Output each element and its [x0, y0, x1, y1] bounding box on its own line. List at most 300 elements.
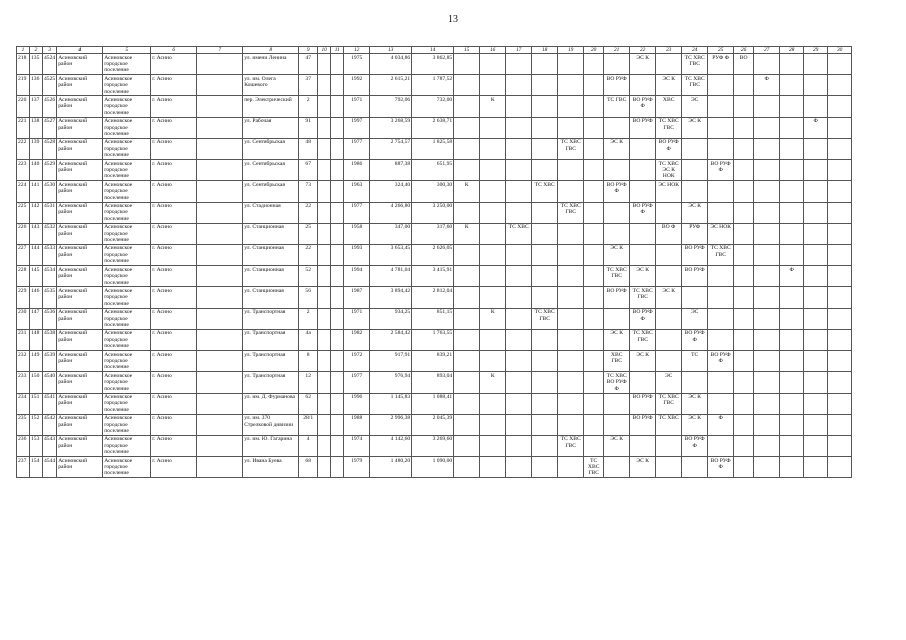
- table-cell: [506, 393, 532, 414]
- table-cell: 152: [30, 414, 43, 435]
- table-cell: Асиновский район: [57, 96, 103, 117]
- table-cell: г. Асино: [151, 457, 197, 478]
- table-cell: ЭС К: [604, 329, 630, 350]
- table-cell: Асиновское городское поселение: [103, 223, 151, 244]
- table-cell: [804, 223, 828, 244]
- table-cell: ул. Транспортная: [243, 351, 299, 372]
- table-cell: [506, 160, 532, 181]
- table-cell: [318, 138, 331, 159]
- table-cell: 732,00: [412, 96, 454, 117]
- table-cell: [584, 54, 604, 75]
- table-cell: [197, 372, 243, 393]
- table-cell: [656, 244, 682, 265]
- table-cell: 1994: [344, 266, 370, 287]
- table-cell: [558, 287, 584, 308]
- table-cell: [828, 54, 852, 75]
- table-cell: 4532: [43, 223, 57, 244]
- table-cell: [454, 393, 480, 414]
- table-cell: [734, 351, 754, 372]
- column-header: 2: [30, 47, 43, 54]
- table-cell: [754, 223, 780, 244]
- table-cell: [604, 160, 630, 181]
- table-cell: 4542: [43, 414, 57, 435]
- table-cell: 1982: [344, 329, 370, 350]
- column-header: 15: [454, 47, 480, 54]
- table-cell: [480, 351, 506, 372]
- table-cell: [734, 75, 754, 96]
- table-cell: [318, 329, 331, 350]
- table-cell: [454, 117, 480, 138]
- column-header: 21: [604, 47, 630, 54]
- table-cell: 3 415,91: [412, 266, 454, 287]
- table-cell: [584, 414, 604, 435]
- table-cell: [828, 393, 852, 414]
- table-cell: 2 754,57: [370, 138, 412, 159]
- table-cell: Асиновское городское поселение: [103, 308, 151, 329]
- table-cell: 25: [299, 223, 318, 244]
- table-cell: [828, 138, 852, 159]
- table-cell: [318, 266, 331, 287]
- table-cell: Ф: [754, 75, 780, 96]
- column-header: 13: [370, 47, 412, 54]
- table-cell: 145: [30, 266, 43, 287]
- table-cell: [780, 287, 804, 308]
- table-cell: 56: [299, 287, 318, 308]
- table-cell: г. Асино: [151, 393, 197, 414]
- table-cell: [604, 223, 630, 244]
- table-cell: 62: [299, 393, 318, 414]
- table-cell: [480, 223, 506, 244]
- column-header: 30: [828, 47, 852, 54]
- table-cell: [804, 75, 828, 96]
- table-cell: [780, 75, 804, 96]
- table-cell: [682, 138, 708, 159]
- table-cell: [532, 202, 558, 223]
- table-cell: Асиновский район: [57, 244, 103, 265]
- table-cell: ул. Транспортная: [243, 308, 299, 329]
- table-cell: [197, 457, 243, 478]
- table-cell: 1 480,20: [370, 457, 412, 478]
- table-cell: [331, 117, 344, 138]
- table-cell: Асиновский район: [57, 202, 103, 223]
- table-cell: [197, 223, 243, 244]
- table-cell: ВО РУФ: [604, 75, 630, 96]
- table-cell: [318, 287, 331, 308]
- table-cell: [630, 181, 656, 202]
- table-cell: [656, 202, 682, 223]
- table-cell: Асиновский район: [57, 351, 103, 372]
- table-cell: [828, 117, 852, 138]
- table-cell: [506, 96, 532, 117]
- table-cell: [584, 329, 604, 350]
- table-cell: [318, 372, 331, 393]
- table-cell: 151: [30, 393, 43, 414]
- table-cell: 1974: [344, 435, 370, 456]
- table-cell: [708, 117, 734, 138]
- table-cell: пер. Электрический: [243, 96, 299, 117]
- table-cell: 139: [30, 138, 43, 159]
- table-cell: [197, 138, 243, 159]
- table-row: [17, 96, 852, 117]
- table-cell: 347,00: [370, 223, 412, 244]
- table-cell: [780, 414, 804, 435]
- table-cell: РУФ: [682, 223, 708, 244]
- column-header: 26: [734, 47, 754, 54]
- table-cell: 1972: [344, 351, 370, 372]
- table-cell: ЭС К: [604, 435, 630, 456]
- table-cell: г. Асино: [151, 351, 197, 372]
- table-cell: [318, 414, 331, 435]
- table-cell: [604, 54, 630, 75]
- table-cell: г. Асино: [151, 223, 197, 244]
- table-cell: [480, 117, 506, 138]
- table-cell: 230: [17, 308, 30, 329]
- table-cell: г. Асино: [151, 287, 197, 308]
- table-cell: [558, 54, 584, 75]
- table-cell: [734, 287, 754, 308]
- table-cell: [197, 435, 243, 456]
- table-cell: 4544: [43, 457, 57, 478]
- table-cell: [734, 223, 754, 244]
- table-cell: ЭС К: [630, 266, 656, 287]
- table-cell: 138: [30, 117, 43, 138]
- table-cell: [804, 435, 828, 456]
- table-cell: 48: [299, 138, 318, 159]
- table-cell: 4528: [43, 138, 57, 159]
- table-cell: [780, 435, 804, 456]
- table-cell: РУФ Ф: [708, 54, 734, 75]
- table-cell: ТС ХВС ГВС: [656, 393, 682, 414]
- table-cell: 153: [30, 435, 43, 456]
- table-cell: Асиновский район: [57, 329, 103, 350]
- table-cell: [331, 351, 344, 372]
- table-cell: ЭС К: [656, 287, 682, 308]
- table-cell: 3 269,60: [412, 435, 454, 456]
- table-cell: [331, 435, 344, 456]
- table-row: [17, 287, 852, 308]
- table-cell: 2: [299, 96, 318, 117]
- table-cell: 142: [30, 202, 43, 223]
- table-cell: [682, 457, 708, 478]
- table-cell: 651,95: [412, 160, 454, 181]
- table-cell: ул. им. 370 Стрелковой дивизии: [243, 414, 299, 435]
- table-cell: [558, 351, 584, 372]
- table-cell: [708, 138, 734, 159]
- table-cell: 1 088,41: [412, 393, 454, 414]
- table-cell: [780, 457, 804, 478]
- table-cell: 2 812,04: [412, 287, 454, 308]
- table-cell: ВО РУФ Ф: [682, 435, 708, 456]
- table-cell: [780, 393, 804, 414]
- table-cell: [506, 329, 532, 350]
- table-cell: [532, 351, 558, 372]
- table-cell: [454, 266, 480, 287]
- table-cell: 146: [30, 287, 43, 308]
- table-cell: [558, 96, 584, 117]
- table-cell: Ф: [708, 414, 734, 435]
- table-cell: 22: [299, 202, 318, 223]
- table-cell: Асиновское городское поселение: [103, 393, 151, 414]
- table-cell: 37: [299, 75, 318, 96]
- table-cell: [584, 393, 604, 414]
- table-cell: [331, 266, 344, 287]
- table-cell: ТС: [682, 351, 708, 372]
- table-cell: [656, 457, 682, 478]
- table-cell: [454, 54, 480, 75]
- table-cell: [604, 457, 630, 478]
- table-cell: [558, 414, 584, 435]
- table-cell: Асиновское городское поселение: [103, 181, 151, 202]
- register-table: [16, 46, 852, 478]
- table-cell: [506, 117, 532, 138]
- table-cell: ул. Сентябрьская: [243, 138, 299, 159]
- table-row: [17, 414, 852, 435]
- table-cell: 1977: [344, 202, 370, 223]
- table-cell: 4525: [43, 75, 57, 96]
- table-cell: Асиновский район: [57, 181, 103, 202]
- table-cell: [318, 393, 331, 414]
- table-cell: г. Асино: [151, 54, 197, 75]
- table-cell: ЭС К: [682, 202, 708, 223]
- table-cell: [197, 414, 243, 435]
- table-cell: [734, 202, 754, 223]
- column-header: 6: [151, 47, 197, 54]
- table-cell: 221: [17, 117, 30, 138]
- table-cell: ул. Сентябрьская: [243, 181, 299, 202]
- table-cell: [828, 223, 852, 244]
- table-cell: [828, 244, 852, 265]
- table-cell: 227: [17, 244, 30, 265]
- table-cell: 4 142,60: [370, 435, 412, 456]
- table-cell: 73: [299, 181, 318, 202]
- table-cell: [754, 435, 780, 456]
- table-cell: 4 034,86: [370, 54, 412, 75]
- table-cell: [682, 160, 708, 181]
- table-cell: ТС ХВС: [506, 223, 532, 244]
- table-cell: [780, 244, 804, 265]
- table-cell: [754, 287, 780, 308]
- table-cell: [828, 457, 852, 478]
- table-cell: [318, 244, 331, 265]
- table-cell: ВО РУФ Ф: [708, 160, 734, 181]
- table-cell: Асиновское городское поселение: [103, 414, 151, 435]
- table-cell: г. Асино: [151, 202, 197, 223]
- table-cell: [558, 372, 584, 393]
- table-cell: [754, 329, 780, 350]
- table-cell: 3 862,85: [412, 54, 454, 75]
- table-cell: [780, 223, 804, 244]
- table-cell: ВО РУФ: [630, 414, 656, 435]
- table-cell: [506, 54, 532, 75]
- table-cell: 67: [299, 160, 318, 181]
- table-cell: ТС ХВС ЭС К НОК: [656, 160, 682, 181]
- table-cell: [754, 54, 780, 75]
- table-cell: [754, 351, 780, 372]
- table-cell: [331, 393, 344, 414]
- table-cell: г. Асино: [151, 96, 197, 117]
- table-cell: ВО РУФ Ф: [708, 351, 734, 372]
- table-cell: 893,04: [412, 372, 454, 393]
- table-cell: [331, 457, 344, 478]
- table-cell: 91: [299, 117, 318, 138]
- table-cell: [532, 244, 558, 265]
- table-cell: ул. Станционная: [243, 244, 299, 265]
- table-cell: 231: [17, 329, 30, 350]
- table-cell: [708, 181, 734, 202]
- table-cell: [604, 202, 630, 223]
- table-cell: ВО РУФ: [604, 287, 630, 308]
- table-cell: [506, 75, 532, 96]
- table-cell: ЭС К: [630, 457, 656, 478]
- column-header: 20: [584, 47, 604, 54]
- table-row: [17, 181, 852, 202]
- table-cell: [754, 181, 780, 202]
- table-cell: [708, 202, 734, 223]
- table-cell: [708, 308, 734, 329]
- table-cell: [506, 266, 532, 287]
- table-cell: 4531: [43, 202, 57, 223]
- table-row: [17, 75, 852, 96]
- table-cell: [318, 54, 331, 75]
- table-cell: [558, 329, 584, 350]
- table-row: [17, 160, 852, 181]
- table-cell: [708, 75, 734, 96]
- table-cell: [604, 308, 630, 329]
- table-cell: [734, 266, 754, 287]
- table-row: [17, 244, 852, 265]
- table-cell: [630, 244, 656, 265]
- table-row: [17, 372, 852, 393]
- table-cell: ТС ХВС ГВС: [558, 202, 584, 223]
- table-cell: 1992: [344, 75, 370, 96]
- table-cell: ЭС К: [604, 244, 630, 265]
- table-cell: [532, 223, 558, 244]
- table-cell: [734, 457, 754, 478]
- table-cell: [734, 117, 754, 138]
- table-cell: [804, 393, 828, 414]
- table-cell: ВО РУФ: [630, 393, 656, 414]
- table-cell: ЭС К: [682, 414, 708, 435]
- table-cell: [558, 117, 584, 138]
- table-cell: ВО: [734, 54, 754, 75]
- table-cell: ТС ХВС: [532, 181, 558, 202]
- table-cell: г. Асино: [151, 329, 197, 350]
- table-cell: 1 787,52: [412, 75, 454, 96]
- table-cell: [506, 435, 532, 456]
- table-cell: [331, 414, 344, 435]
- table-row: [17, 435, 852, 456]
- table-cell: 1975: [344, 54, 370, 75]
- table-cell: [584, 372, 604, 393]
- table-cell: 141: [30, 181, 43, 202]
- table-cell: 792,06: [370, 96, 412, 117]
- table-cell: 976,94: [370, 372, 412, 393]
- table-cell: [804, 160, 828, 181]
- table-cell: ул. Рабочая: [243, 117, 299, 138]
- table-cell: [804, 181, 828, 202]
- table-cell: [454, 138, 480, 159]
- table-cell: г. Асино: [151, 372, 197, 393]
- table-cell: ВО РУФ: [630, 117, 656, 138]
- table-cell: 2 045,39: [412, 414, 454, 435]
- table-cell: [558, 75, 584, 96]
- table-cell: [682, 372, 708, 393]
- table-cell: г. Асино: [151, 181, 197, 202]
- column-header: 29: [804, 47, 828, 54]
- table-cell: ХВС: [656, 96, 682, 117]
- table-cell: Асиновское городское поселение: [103, 160, 151, 181]
- table-cell: [708, 329, 734, 350]
- table-cell: [318, 435, 331, 456]
- table-cell: Асиновское городское поселение: [103, 329, 151, 350]
- table-cell: ЭС К: [604, 138, 630, 159]
- table-row: [17, 308, 852, 329]
- table-cell: [804, 414, 828, 435]
- table-cell: [754, 393, 780, 414]
- table-cell: [828, 329, 852, 350]
- table-cell: [197, 202, 243, 223]
- table-cell: Асиновское городское поселение: [103, 372, 151, 393]
- table-cell: [532, 457, 558, 478]
- table-cell: Асиновское городское поселение: [103, 457, 151, 478]
- table-cell: 4: [299, 435, 318, 456]
- table-cell: 233: [17, 372, 30, 393]
- table-cell: 3 653,45: [370, 244, 412, 265]
- table-cell: [828, 202, 852, 223]
- column-header: 19: [558, 47, 584, 54]
- table-cell: [734, 96, 754, 117]
- table-cell: ТС ХВС ГВС: [532, 308, 558, 329]
- table-cell: 1977: [344, 372, 370, 393]
- table-cell: ВО РУФ Ф: [630, 96, 656, 117]
- table-cell: 226: [17, 223, 30, 244]
- table-cell: 1993: [344, 244, 370, 265]
- table-cell: [584, 351, 604, 372]
- table-cell: ТС ХВС ГВС: [558, 138, 584, 159]
- table-cell: 149: [30, 351, 43, 372]
- table-cell: [734, 435, 754, 456]
- table-cell: [558, 244, 584, 265]
- table-cell: Асиновское городское поселение: [103, 266, 151, 287]
- table-cell: [197, 96, 243, 117]
- table-cell: [754, 160, 780, 181]
- table-cell: 2 996,38: [370, 414, 412, 435]
- table-cell: [331, 202, 344, 223]
- table-cell: [480, 414, 506, 435]
- table-cell: [454, 457, 480, 478]
- table-cell: 136: [30, 75, 43, 96]
- table-cell: 4526: [43, 96, 57, 117]
- table-cell: [480, 202, 506, 223]
- table-cell: ВО РУФ Ф: [604, 181, 630, 202]
- table-cell: [197, 393, 243, 414]
- table-cell: [828, 351, 852, 372]
- table-cell: 1 090,00: [412, 457, 454, 478]
- table-cell: 22: [299, 244, 318, 265]
- table-cell: ЭС К: [630, 54, 656, 75]
- table-cell: [331, 160, 344, 181]
- table-cell: Асиновский район: [57, 117, 103, 138]
- table-cell: 1979: [344, 457, 370, 478]
- table-cell: 218: [17, 54, 30, 75]
- table-cell: [480, 435, 506, 456]
- table-cell: [630, 138, 656, 159]
- table-cell: [197, 160, 243, 181]
- column-header: 7: [197, 47, 243, 54]
- table-cell: 4540: [43, 372, 57, 393]
- table-cell: 144: [30, 244, 43, 265]
- column-header: 28: [780, 47, 804, 54]
